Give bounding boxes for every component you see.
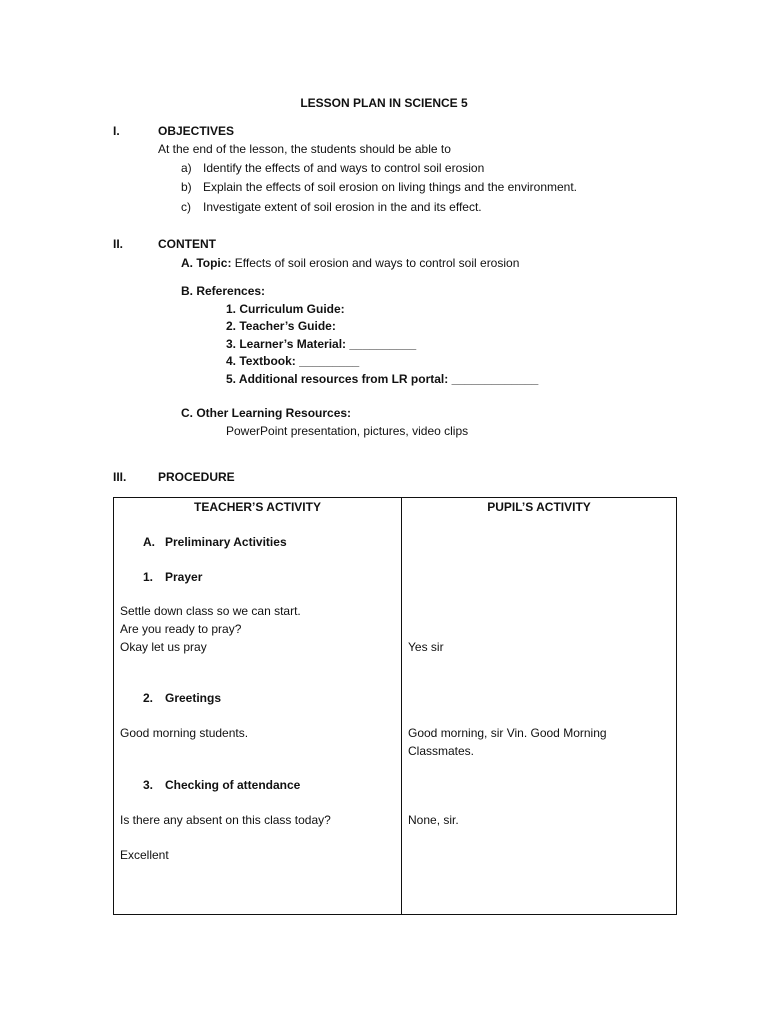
- pupil-activity-header: PUPIL’S ACTIVITY: [487, 500, 591, 514]
- procedure-numeral: III.: [113, 470, 127, 484]
- objective-marker: b): [181, 180, 192, 194]
- teacher-line: Is there any absent on this class today?: [120, 813, 331, 827]
- pupil-line: Yes sir: [408, 640, 444, 654]
- pupil-line: Classmates.: [408, 744, 475, 758]
- prayer-marker: 1.: [143, 570, 154, 584]
- teacher-line: Are you ready to pray?: [120, 622, 242, 636]
- objective-marker: c): [181, 200, 191, 214]
- teacher-line: Excellent: [120, 848, 169, 862]
- objectives-heading: OBJECTIVES: [158, 124, 235, 138]
- reference-item: 4. Textbook: _________: [226, 354, 360, 368]
- greetings-label: Greetings: [165, 691, 222, 705]
- reference-item: 1. Curriculum Guide:: [226, 302, 345, 316]
- objectives-numeral: I.: [113, 124, 120, 138]
- procedure-table: [113, 497, 677, 915]
- topic-label: A. Topic:: [181, 256, 232, 270]
- objective-item: Identify the effects of and ways to control soil erosion: [203, 161, 485, 175]
- objective-item: Investigate extent of soil erosion in the and its effect.: [203, 200, 482, 214]
- prelim-label: Preliminary Activities: [165, 535, 287, 549]
- teacher-activity-header: TEACHER’S ACTIVITY: [194, 500, 321, 514]
- page-title: LESSON PLAN IN SCIENCE 5: [300, 96, 468, 110]
- other-resources-label: C. Other Learning Resources:: [181, 406, 352, 420]
- topic-text: Effects of soil erosion and ways to control soil erosion: [234, 256, 520, 270]
- attendance-label: Checking of attendance: [165, 778, 301, 792]
- objective-marker: a): [181, 161, 192, 175]
- references-label: B. References:: [181, 284, 266, 298]
- reference-item: 2. Teacher’s Guide:: [226, 319, 336, 333]
- other-resources-text: PowerPoint presentation, pictures, video clips: [226, 424, 469, 438]
- pupil-line: None, sir.: [408, 813, 459, 827]
- greetings-marker: 2.: [143, 691, 154, 705]
- reference-item: 3. Learner’s Material: __________: [226, 337, 417, 351]
- table-column-divider: [401, 498, 402, 914]
- teacher-line: Settle down class so we can start.: [120, 604, 301, 618]
- pupil-line: Good morning, sir Vin. Good Morning: [408, 726, 607, 740]
- teacher-line: Okay let us pray: [120, 640, 207, 654]
- prayer-label: Prayer: [165, 570, 203, 584]
- content-heading: CONTENT: [158, 237, 216, 251]
- reference-item: 5. Additional resources from LR portal: _____________: [226, 372, 539, 386]
- topic-line: [181, 254, 519, 272]
- teacher-line: Good morning students.: [120, 726, 249, 740]
- prelim-marker: A.: [143, 535, 155, 549]
- procedure-heading: PROCEDURE: [158, 470, 235, 484]
- objectives-intro: At the end of the lesson, the students should be able to: [158, 142, 451, 156]
- content-numeral: II.: [113, 237, 124, 251]
- attendance-marker: 3.: [143, 778, 154, 792]
- objective-item: Explain the effects of soil erosion on living things and the environment.: [203, 180, 578, 194]
